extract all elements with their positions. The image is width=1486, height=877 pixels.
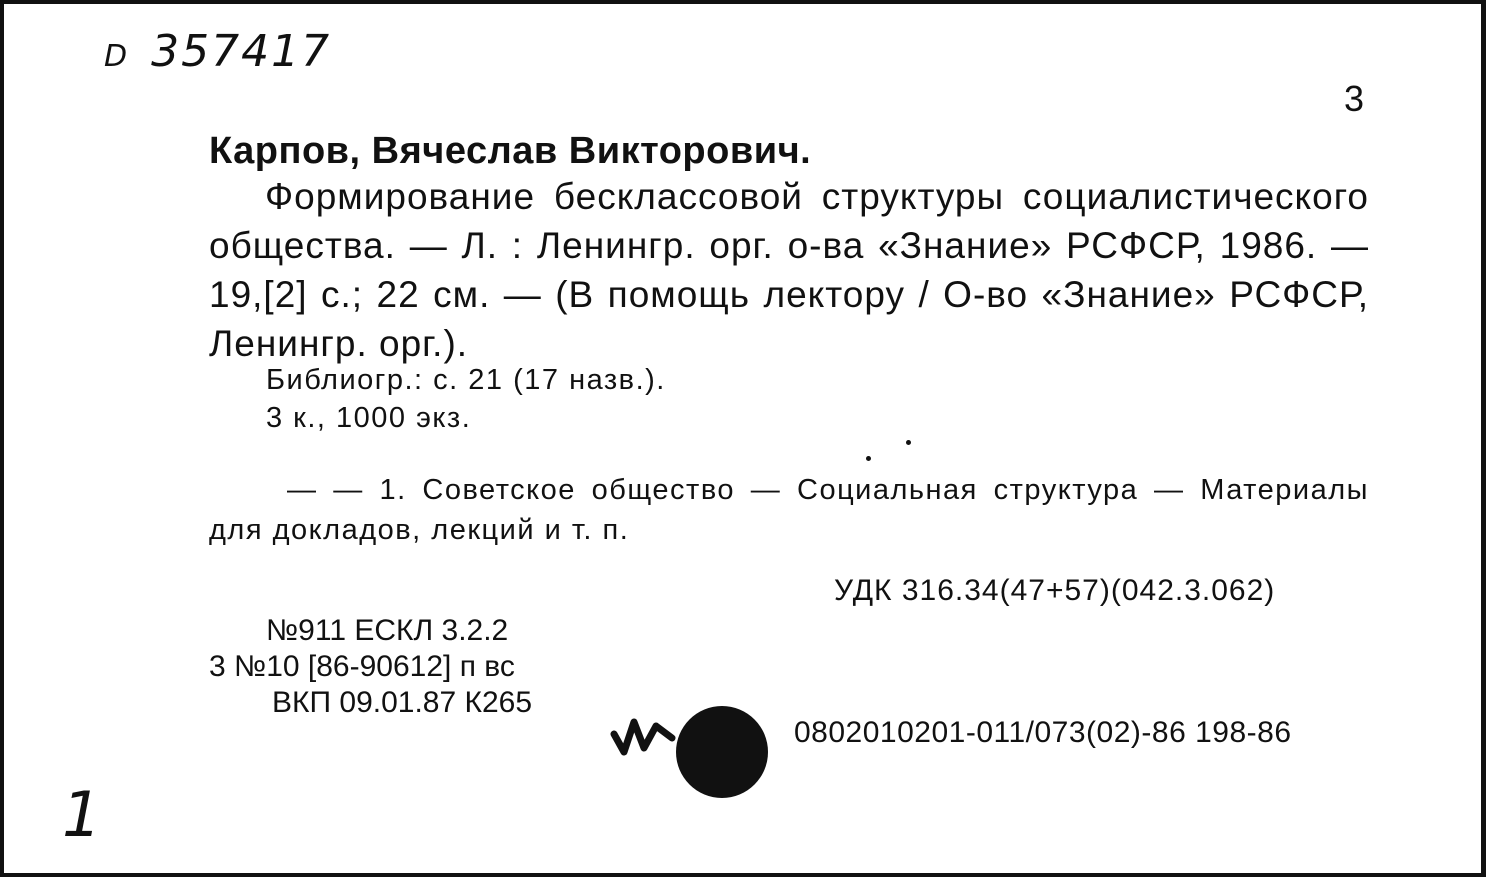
handwritten-scribble-mark bbox=[610, 708, 680, 758]
catalog-line-2: 3 №10 [86-90612] п вс bbox=[209, 650, 515, 683]
speck-mark bbox=[906, 440, 911, 445]
index-code: 0802010201-011/073(02)-86 198-86 bbox=[794, 716, 1292, 749]
inventory-number bbox=[104, 26, 331, 77]
speck-mark bbox=[866, 456, 871, 461]
corner-handwritten-mark: 1 bbox=[62, 778, 102, 851]
inventory-number-value: 357417 bbox=[151, 26, 332, 77]
inventory-prefix: D bbox=[104, 39, 130, 74]
bibliographic-description: Формирование бесклассовой структуры социалистического общества. — Л. : Ленингр. орг. о-ва «Знание» РСФСР, 1986. — 19,[2] с.; 22 см. — (В помощь лектору / О-во «Знание» РСФСР, Ленингр. орг.). bbox=[209, 176, 1369, 364]
copies-note: 3 к., 1000 экз. bbox=[266, 402, 472, 434]
ink-blot-mark bbox=[676, 706, 768, 798]
udc-code: УДК 316.34(47+57)(042.3.062) bbox=[834, 574, 1276, 607]
catalog-line-1: №911 ЕСКЛ 3.2.2 bbox=[266, 614, 509, 647]
catalog-line-3: ВКП 09.01.87 К265 bbox=[272, 686, 533, 719]
bibliography-note: Библиогр.: с. 21 (17 назв.). bbox=[266, 364, 666, 396]
page-number: 3 bbox=[1344, 78, 1365, 119]
author-heading: Карпов, Вячеслав Викторович. bbox=[209, 130, 812, 172]
subject-headings: — — 1. Советское общество — Социальная структура — Материалы для докладов, лекций и т. п. bbox=[209, 474, 1369, 546]
